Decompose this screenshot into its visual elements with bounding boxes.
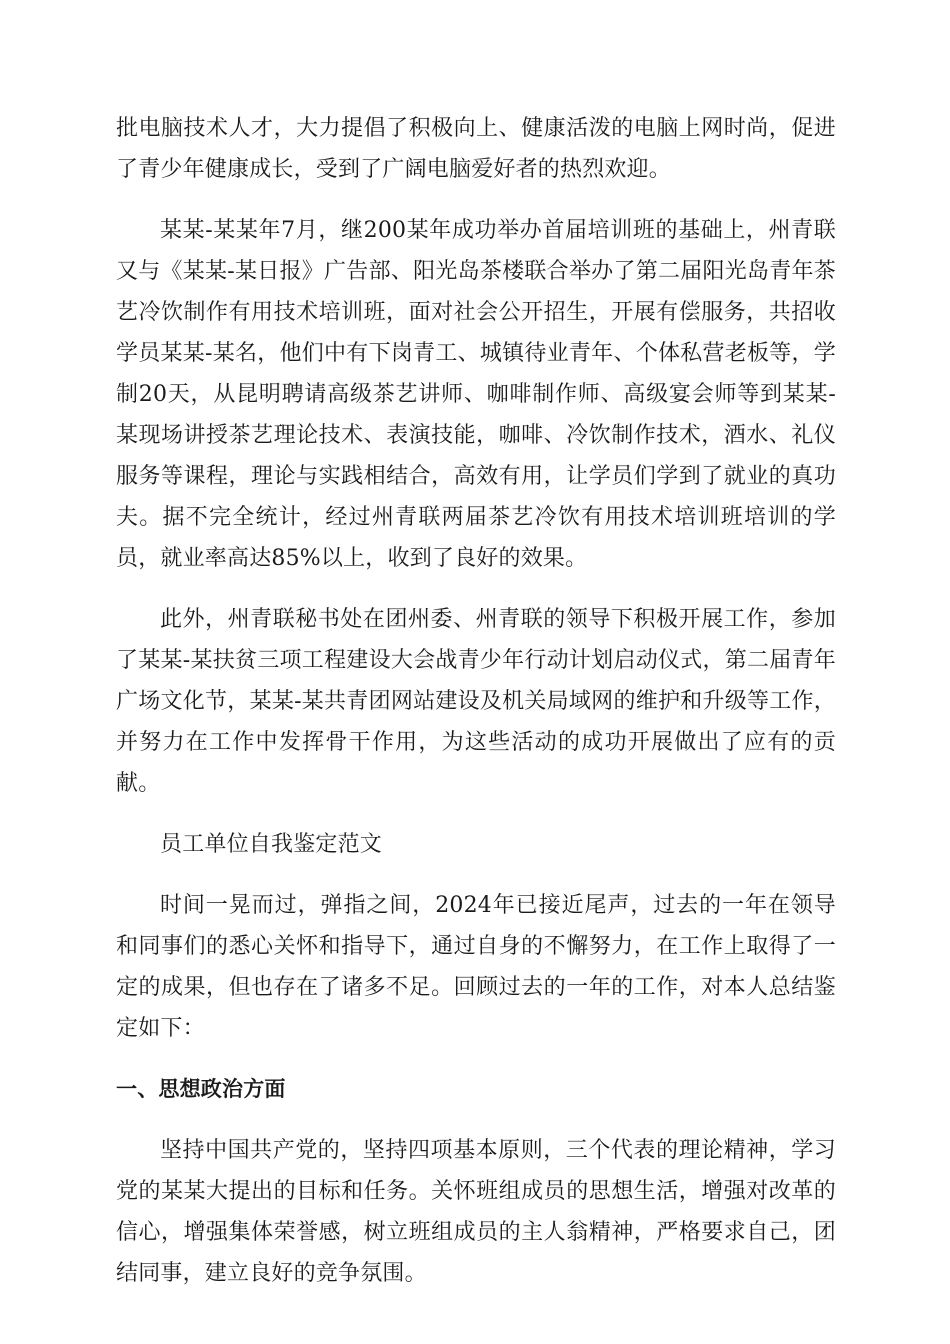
paragraph-secretariat-work: 此外，州青联秘书处在团州委、州青联的领导下积极开展工作，参加了某某-某扶贫三项工程建设大会战青少年行动计划启动仪式，第二届青年广场文化节，某某-某共青团网站建设及机关局域网的维护和升级等工作，并努力在工作中发挥骨干作用，为这些活动的成功开展做出了应有的贡献。 (116, 607, 836, 796)
paragraph-continuation: 批电脑技术人才，大力提倡了积极向上、健康活泼的电脑上网时尚，促进了青少年健康成长，受到了广阔电脑爱好者的热烈欢迎。 (116, 116, 836, 182)
document-subtitle: 员工单位自我鉴定范文 (160, 832, 383, 857)
document-body (116, 108, 836, 1314)
paragraph-intro: 时间一晃而过，弹指之间，2024年已接近尾声，过去的一年在领导和同事们的悉心关怀和指导下，通过自身的不懈努力，在工作上取得了一定的成果，但也存在了诸多不足。回顾过去的一年的工作，对本人总结鉴定如下： (116, 893, 836, 1041)
paragraph-political: 坚持中国共产党的，坚持四项基本原则，三个代表的理论精神，学习党的某某大提出的目标和任务。关怀班组成员的思想生活，增强对改革的信心，增强集体荣誉感，树立班组成员的主人翁精神，严格要求自己，团结同事，建立良好的竞争氛围。 (116, 1138, 836, 1286)
paragraph-training-program: 某某-某某年7月，继200某年成功举办首届培训班的基础上，州青联又与《某某-某日报》广告部、阳光岛茶楼联合举办了第二届阳光岛青年茶艺冷饮制作有用技术培训班，面对社会公开招生，开展有偿服务，共招收学员某某-某名，他们中有下岗青工、城镇待业青年、个体私营老板等，学制20天，从昆明聘请高级茶艺讲师、咖啡制作师、高级宴会师等到某某-某现场讲授茶艺理论技术、表演技能，咖啡、冷饮制作技术，酒水、礼仪服务等课程，理论与实践相结合，高效有用，让学员们学到了就业的真功夫。据不完全统计，经过州青联两届茶艺冷饮有用技术培训班培训的学员，就业率高达85%以上，收到了良好的效果。 (116, 218, 836, 571)
section-heading: 一、思想政治方面 (116, 1077, 286, 1101)
